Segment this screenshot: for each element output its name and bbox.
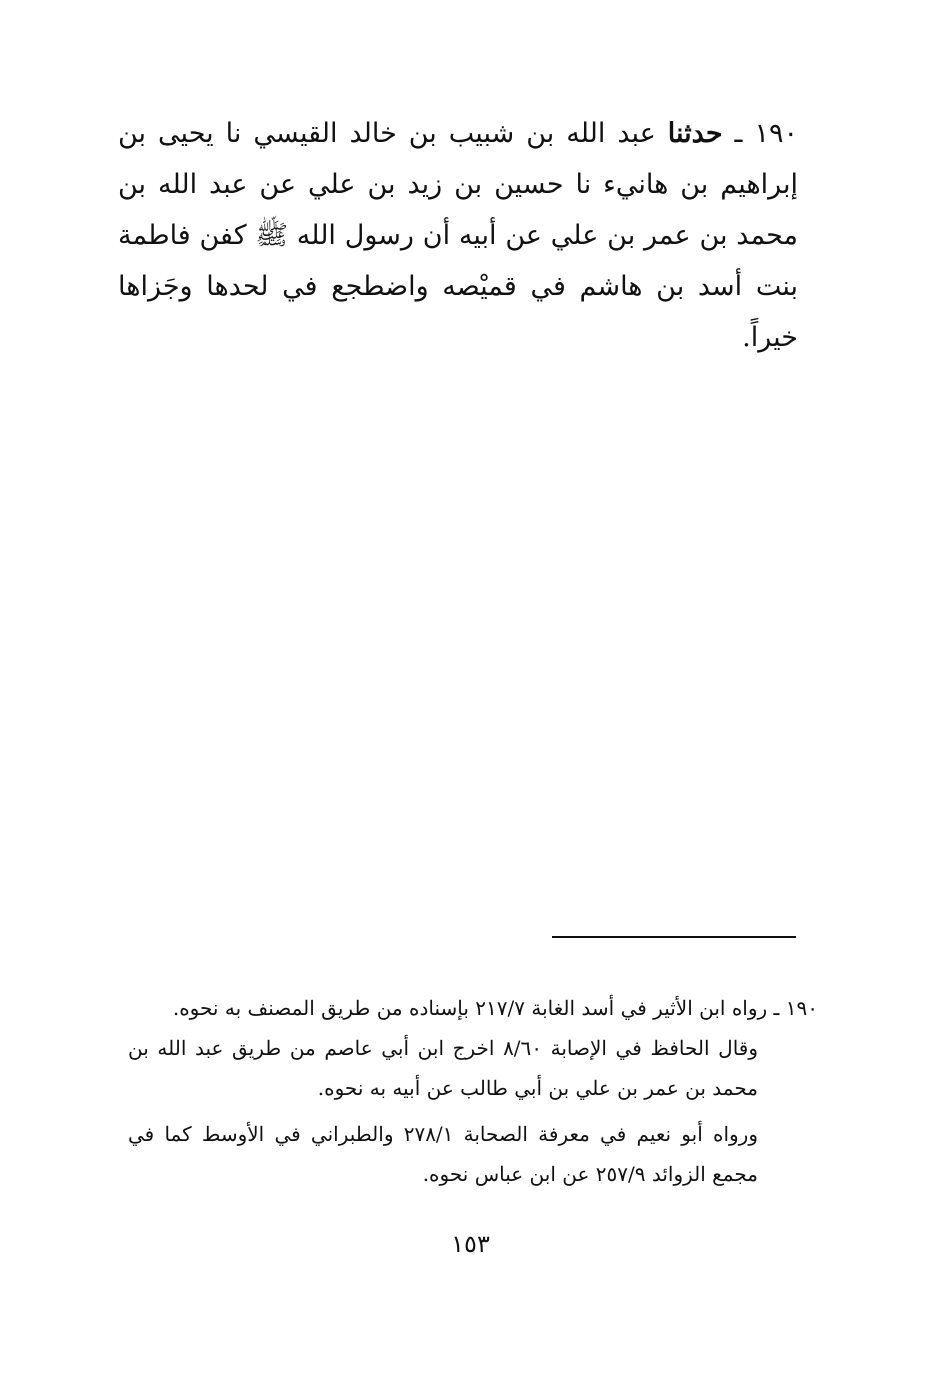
footnote-second-paragraph: ورواه أبو نعيم في معرفة الصحابة ٢٧٨/١ والطبراني في الأوسط كما في مجمع الزوائد ٢٥٧/٩ عن ابن عباس نحوه. [128,1122,758,1186]
hadith-text: عبد الله بن شبيب بن خالد القيسي نا يحيى بن إبراهيم بن هانيء نا حسين بن زيد بن علي عن عبد الله بن محمد بن عمر بن علي عن أبيه أن رسول الله ﷺ كفن فاطمة بنت أسد بن هاشم في قميْصه واضطجع في لحدها وجَزاها خيراً. [118,118,798,353]
page-number: ١٥٣ [451,1230,490,1258]
footnotes-section [128,988,818,1194]
footnote-divider [552,936,796,938]
hadith-paragraph [118,108,798,363]
hadith-dash: ـ [734,118,743,149]
footnote-continuation: وقال الحافظ في الإصابة ٨/٦٠ اخرج ابن أبي عاصم من طريق عبد الله بن محمد بن عمر بن علي بن أبي طالب عن أبيه به نحوه. [128,1036,759,1100]
hadith-number: ١٩٠ [754,118,798,149]
hadith-lead-word: حدثنا [667,118,723,149]
footnote-first-line: ١٩٠ ـ رواه ابن الأثير في أسد الغابة ٢١٧/٧ بإسناده من طريق المصنف به نحوه. [172,996,818,1020]
